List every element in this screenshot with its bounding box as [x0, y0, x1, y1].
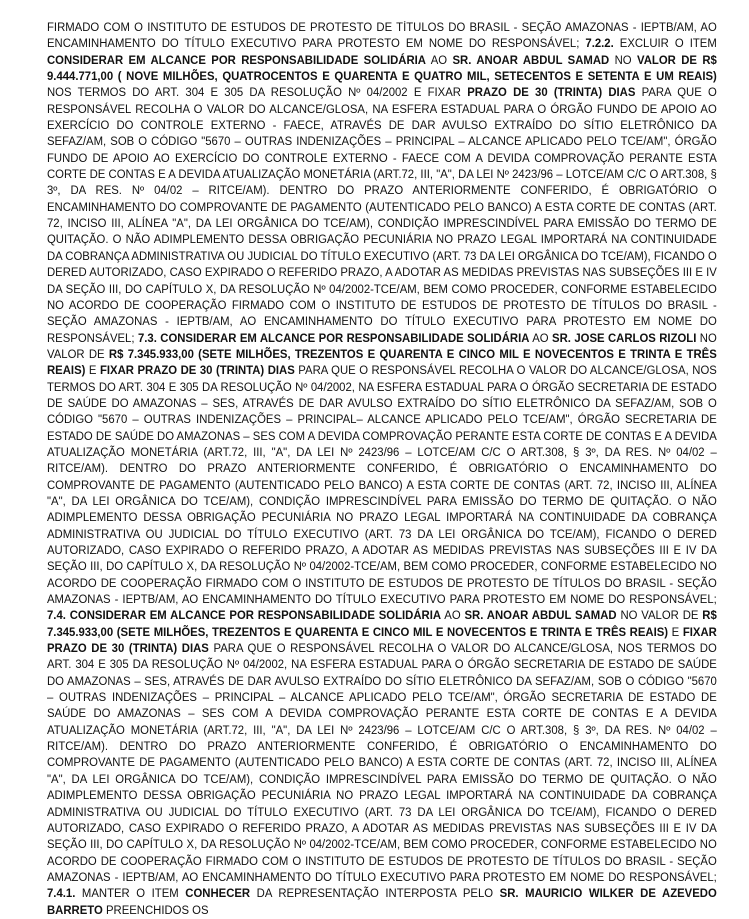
bold-text-segment: PRAZO DE 30 (TRINTA) DIAS — [467, 87, 636, 100]
text-segment: EXCLUIR O ITEM — [613, 38, 717, 51]
text-segment: NO — [609, 54, 637, 67]
text-segment: NOS TERMOS DO ART. 304 E 305 DA RESOLUÇÃO Nº 04/2002 E FIXAR — [47, 87, 468, 100]
bold-text-segment: SR. ANOAR ABDUL SAMAD — [452, 54, 610, 67]
text-segment: PARA QUE O RESPONSÁVEL RECOLHA O VALOR DO ALCANCE/GLOSA, NOS TERMOS DO ART. 304 E 305 DA RESOLUÇÃO Nº 04/2002, NA ESFERA ESTADUAL PARA O ÓRGÃO SECRETARIA DE ESTADO DE SAÚDE DO AMAZONAS – SES, ATRAVÉS DE DAR AVULSO EXTRAÍDO DO SÍTIO ELETRÔNICO DA SEFAZ/AM, SOB O CÓDIGO "5670 – OUTRAS INDENIZAÇÕES – PRINCIPAL– ALCANCE APLICADO PELO TCE/AM", ÓRGÃO SECRETARIA DE ESTADO DE SAÚDE DO AMAZONAS – SES COM A DEVIDA COMPROVAÇÃO PERANTE ESTA CORTE DE CONTAS E A DEVIDA ATUALIZAÇÃO MONETÁRIA (ART.72, III, "A", DA LEI Nº 2423/96 – LOTCE/AM C/C O ART.308, § 3º, DA RES. Nº 04/02 – RITCE/AM). DENTRO DO PRAZO ANTERIORMENTE CONFERIDO, É OBRIGATÓRIO O ENCAMINHAMENTO DO COMPROVANTE DE PAGAMENTO (AUTENTICADO PELO BANCO) A ESTA CORTE DE CONTAS (ART. 72, INCISO III, ALÍNEA "A", DA LEI ORGÂNICA DO TCE/AM), CONDIÇÃO IMPRESCINDÍVEL PARA EMISSÃO DO TERMO DE QUITAÇÃO. O NÃO ADIMPLEMENTO DESSA OBRIGAÇÃO PECUNIÁRIA NO PRAZO LEGAL IMPORTARÁ NA CONTINUIDADE DA COBRANÇA ADMINISTRATIVA OU JUDICIAL DO TÍTULO EXECUTIVO (ART. 73 DA LEI ORGÂNICA DO TCE/AM), FICANDO O DERED AUTORIZADO, CASO EXPIRADO O REFERIDO PRAZO, A ADOTAR AS MEDIDAS PREVISTAS NAS SUBSEÇÕES III E IV DA SEÇÃO III, DO CAPÍTULO X, DA RESOLUÇÃO Nº 04/2002-TCE/AM, BEM COMO PROCEDER, CONFORME ESTABELECIDO NO ACORDO DE COOPERAÇÃO FIRMADO COM O INSTITUTO DE ESTUDOS DE PROTESTO DE TÍTULOS DO BRASIL - SEÇÃO AMAZONAS - IEPTB/AM, AO ENCAMINHAMENTO DO TÍTULO EXECUTIVO PARA PROTESTO EM NOME DO RESPONSÁVEL; — [47, 365, 717, 607]
text-segment: FIRMADO COM O INSTITUTO DE ESTUDOS DE PROTESTO DE TÍTULOS DO BRASIL - SEÇÃO AMAZONAS - IEPTB/AM, AO ENCAMINHAMENTO DO TÍTULO EXECUTIVO PARA PROTESTO EM NOME DO RESPONSÁVEL; — [47, 22, 717, 51]
bold-text-segment: R$ 7.345.933,00 (SETE MILHÕES, TREZENTOS E QUARENTA E CINCO MIL E NOVECENTOS E TRINTA E TRÊS REAIS) — [47, 348, 717, 378]
text-segment: DA REPRESENTAÇÃO INTERPOSTA PELO — [250, 888, 500, 901]
document-page — [47, 20, 717, 919]
bold-text-segment: 7.4. CONSIDERAR EM ALCANCE POR RESPONSABILIDADE SOLIDÁRIA — [47, 610, 442, 623]
text-segment: AO — [441, 610, 465, 623]
bold-text-segment: SR. ANOAR ABDUL SAMAD — [464, 610, 617, 623]
bold-text-segment: VALOR DE R$ 9.444.771,00 ( NOVE MILHÕES, QUATROCENTOS E QUARENTA E QUATRO MIL, SETECENTOS E SETENTA E UM REAIS) — [47, 54, 717, 84]
bold-text-segment: SR. JOSE CARLOS RIZOLI — [552, 332, 697, 345]
bold-text-segment: 7.3. CONSIDERAR EM ALCANCE POR RESPONSABILIDADE SOLIDÁRIA — [137, 332, 530, 345]
bold-text-segment: 7.2.2. — [585, 38, 614, 51]
bold-text-segment: R$ 7.345.933,00 (SETE MILHÕES, TREZENTOS E QUARENTA E CINCO MIL E NOVECENTOS E TRINTA E TRÊS REAIS) — [47, 610, 717, 639]
bold-text-segment: SR. MAURICIO WILKER DE AZEVEDO BARRETO — [47, 888, 717, 917]
text-segment: MANTER O ITEM — [75, 888, 186, 901]
bold-text-segment: FIXAR PRAZO DE 30 (TRINTA) DIAS — [99, 365, 295, 378]
bold-text-segment: CONSIDERAR EM ALCANCE POR RESPONSABILIDADE SOLIDÁRIA — [47, 54, 426, 67]
text-segment: AO — [529, 332, 553, 345]
text-segment: PARA QUE O RESPONSÁVEL RECOLHA O VALOR DO ALCANCE/GLOSA, NOS TERMOS DO ART. 304 E 305 DA RESOLUÇÃO Nº 04/2002, NA ESFERA ESTADUAL PARA O ÓRGÃO SECRETARIA DE ESTADO DE SAÚDE DO AMAZONAS – SES, ATRAVÉS DE DAR AVULSO EXTRAÍDO DO SÍTIO ELETRÔNICO DA SEFAZ/AM, SOB O CÓDIGO "5670 – OUTRAS INDENIZAÇÕES – PRINCIPAL – ALCANCE APLICADO PELO TCE/AM", ÓRGÃO SECRETARIA DE ESTADO DE SAÚDE DO AMAZONAS – SES COM A DEVIDA COMPROVAÇÃO PERANTE ESTA CORTE DE CONTAS E A DEVIDA ATUALIZAÇÃO MONETÁRIA (ART.72, III, "A", DA LEI Nº 2423/96 – LOTCE/AM C/C O ART.308, § 3º, DA RES. Nº 04/02 – RITCE/AM). DENTRO DO PRAZO ANTERIORMENTE CONFERIDO, É OBRIGATÓRIO O ENCAMINHAMENTO DO COMPROVANTE DE PAGAMENTO (AUTENTICADO PELO BANCO) A ESTA CORTE DE CONTAS (ART. 72, INCISO III, ALÍNEA "A", DA LEI ORGÂNICA DO TCE/AM), CONDIÇÃO IMPRESCINDÍVEL PARA EMISSÃO DO TERMO DE QUITAÇÃO. O NÃO ADIMPLEMENTO DESSA OBRIGAÇÃO PECUNIÁRIA NO PRAZO LEGAL IMPORTARÁ NA CONTINUIDADE DA COBRANÇA ADMINISTRATIVA OU JUDICIAL DO TÍTULO EXECUTIVO (ART. 73 DA LEI ORGÂNICA DO TCE/AM), FICANDO O DERED AUTORIZADO, CASO EXPIRADO O REFERIDO PRAZO, A ADOTAR AS MEDIDAS PREVISTAS NAS SUBSEÇÕES III E IV DA SEÇÃO III, DO CAPÍTULO X, DA RESOLUÇÃO Nº 04/2002-TCE/AM, BEM COMO PROCEDER, CONFORME ESTABELECIDO NO ACORDO DE COOPERAÇÃO FIRMADO COM O INSTITUTO DE ESTUDOS DE PROTESTO DE TÍTULOS DO BRASIL - SEÇÃO AMAZONAS - IEPTB/AM, AO ENCAMINHAMENTO DO TÍTULO EXECUTIVO PARA PROTESTO EM NOME DO RESPONSÁVEL; — [47, 643, 717, 884]
document-body-text — [47, 20, 717, 919]
text-segment: E — [668, 626, 683, 639]
text-segment: E — [85, 365, 100, 378]
bold-text-segment: FIXAR PRAZO DE 30 (TRINTA) DIAS — [47, 626, 717, 656]
text-segment: NO VALOR DE — [616, 610, 703, 623]
text-segment: AO — [425, 54, 453, 67]
bold-text-segment: 7.4.1. — [47, 888, 76, 901]
text-segment: PREENCHIDOS OS — [102, 904, 209, 917]
text-segment: NO VALOR DE — [47, 332, 717, 361]
bold-text-segment: CONHECER — [185, 888, 251, 901]
text-segment: PARA QUE O RESPONSÁVEL RECOLHA O VALOR DO ALCANCE/GLOSA, NA ESFERA ESTADUAL PARA O ÓRGÃO FUNDO DE APOIO AO EXERCÍCIO DO CONTROLE EXTERNO - FAECE, ATRAVÉS DE DAR AVULSO EXTRAÍDO DO SÍTIO ELETRÔNICO DA SEFAZ/AM, SOB O CÓDIGO "5670 – OUTRAS INDENIZAÇÕES – PRINCIPAL – ALCANCE APLICADO PELO TCE/AM", ÓRGÃO FUNDO DE APOIO AO EXERCÍCIO DO CONTROLE EXTERNO - FAECE COM A DEVIDA COMPROVAÇÃO PERANTE ESTA CORTE DE CONTAS E A DEVIDA ATUALIZAÇÃO MONETÁRIA (ART.72, III, "A", DA LEI Nº 2423/96 – LOTCE/AM C/C O ART.308, § 3º, DA RES. Nº 04/02 – RITCE/AM). DENTRO DO PRAZO ANTERIORMENTE CONFERIDO, É OBRIGATÓRIO O ENCAMINHAMENTO DO COMPROVANTE DE PAGAMENTO (AUTENTICADO PELO BANCO) A ESTA CORTE DE CONTAS (ART. 72, INCISO III, ALÍNEA "A", DA LEI ORGÂNICA DO TCE/AM), CONDIÇÃO IMPRESCINDÍVEL PARA EMISSÃO DO TERMO DE QUITAÇÃO. O NÃO ADIMPLEMENTO DESSA OBRIGAÇÃO PECUNIÁRIA NO PRAZO LEGAL IMPORTARÁ NA CONTINUIDADE DA COBRANÇA ADMINISTRATIVA OU JUDICIAL DO TÍTULO EXECUTIVO (ART. 73 DA LEI ORGÂNICA DO TCE/AM), FICANDO O DERED AUTORIZADO, CASO EXPIRADO O REFERIDO PRAZO, A ADOTAR AS MEDIDAS PREVISTAS NAS SUBSEÇÕES III E IV DA SEÇÃO III, DO CAPÍTULO X, DA RESOLUÇÃO Nº 04/2002-TCE/AM, BEM COMO PROCEDER, CONFORME ESTABELECIDO NO ACORDO DE COOPERAÇÃO FIRMADO COM O INSTITUTO DE ESTUDOS DE PROTESTO DE TÍTULOS DO BRASIL - SEÇÃO AMAZONAS - IEPTB/AM, AO ENCAMINHAMENTO DO TÍTULO EXECUTIVO PARA PROTESTO EM NOME DO RESPONSÁVEL; — [47, 87, 717, 345]
